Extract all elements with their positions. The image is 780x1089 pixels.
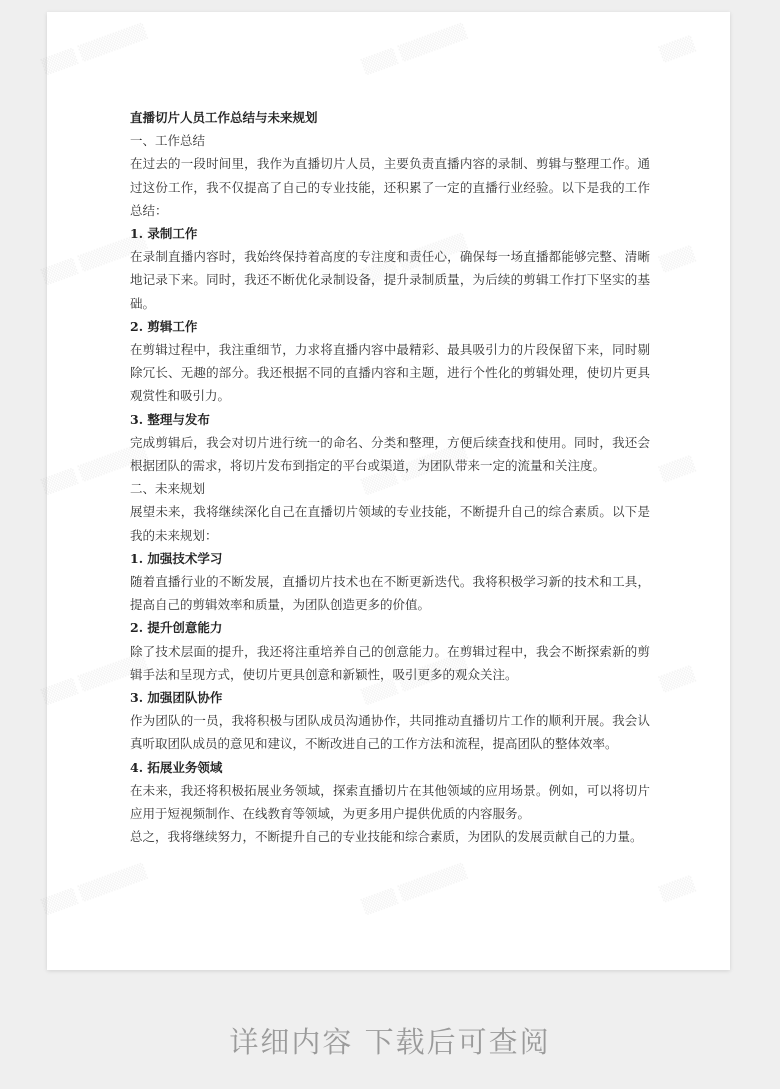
document-body bbox=[130, 106, 650, 849]
item-heading-editing: 2. 剪辑工作 bbox=[130, 318, 198, 334]
download-hint: 详细内容 下载后可查阅 bbox=[229, 1025, 551, 1059]
item-heading-teamwork: 3. 加强团队协作 bbox=[130, 690, 223, 706]
item-heading-recording: 1. 录制工作 bbox=[130, 226, 198, 242]
item-text-editing: 在剪辑过程中，我注重细节，力求将直播内容中最精彩、最具吸引力的片段保留下来，同时剔除冗长、无趣的部分。我还根据不同的直播内容和主题，进行个性化的剪辑处理，使切片更具观赏性和吸引力。 bbox=[130, 342, 650, 404]
item-heading-business: 4. 拓展业务领域 bbox=[130, 759, 223, 775]
item-text-business: 在未来，我还将积极拓展业务领域，探索直播切片在其他领域的应用场景。例如，可以将切片应用于短视频制作、在线教育等领域，为更多用户提供优质的内容服务。 bbox=[130, 782, 650, 822]
section-heading-plan: 二、未来规划 bbox=[130, 481, 206, 497]
item-text-teamwork: 作为团队的一员，我将积极与团队成员沟通协作，共同推动直播切片工作的顺利开展。我会认真听取团队成员的意见和建议，不断改进自己的工作方法和流程，提高团队的整体效率。 bbox=[130, 713, 650, 752]
section-heading-summary: 一、工作总结 bbox=[130, 133, 206, 149]
conclusion-text: 总之，我将继续努力，不断提升自己的专业技能和综合素质，为团队的发展贡献自己的力量。 bbox=[130, 829, 643, 845]
document-page bbox=[47, 12, 730, 970]
item-text-recording: 在录制直播内容时，我始终保持着高度的专注度和责任心，确保每一场直播都能够完整、清晰地记录下来。同时，我还不断优化录制设备，提升录制质量，为后续的剪辑工作打下坚实的基础。 bbox=[130, 249, 650, 311]
item-heading-publishing: 3. 整理与发布 bbox=[130, 411, 210, 427]
item-text-tech: 随着直播行业的不断发展，直播切片技术也在不断更新迭代。我将积极学习新的技术和工具，提高自己的剪辑效率和质量，为团队创造更多的价值。 bbox=[130, 574, 650, 613]
item-heading-creative: 2. 提升创意能力 bbox=[130, 620, 223, 636]
item-text-publishing: 完成剪辑后，我会对切片进行统一的命名、分类和整理，方便后续查找和使用。同时，我还会根据团队的需求，将切片发布到指定的平台或渠道，为团队带来一定的流量和关注度。 bbox=[130, 434, 650, 474]
item-text-creative: 除了技术层面的提升，我还将注重培养自己的创意能力。在剪辑过程中，我会不断探索新的剪辑手法和呈现方式，使切片更具创意和新颖性，吸引更多的观众关注。 bbox=[130, 643, 650, 682]
section-intro-summary: 在过去的一段时间里，我作为直播切片人员，主要负责直播内容的录制、剪辑与整理工作。通过这份工作，我不仅提高了自己的专业技能，还积累了一定的直播行业经验。以下是我的工作总结： bbox=[130, 156, 650, 218]
item-heading-tech: 1. 加强技术学习 bbox=[130, 550, 223, 566]
document-title: 直播切片人员工作总结与未来规划 bbox=[130, 110, 318, 125]
section-intro-plan: 展望未来，我将继续深化自己在直播切片领域的专业技能，不断提升自己的综合素质。以下是我的未来规划： bbox=[130, 504, 650, 543]
